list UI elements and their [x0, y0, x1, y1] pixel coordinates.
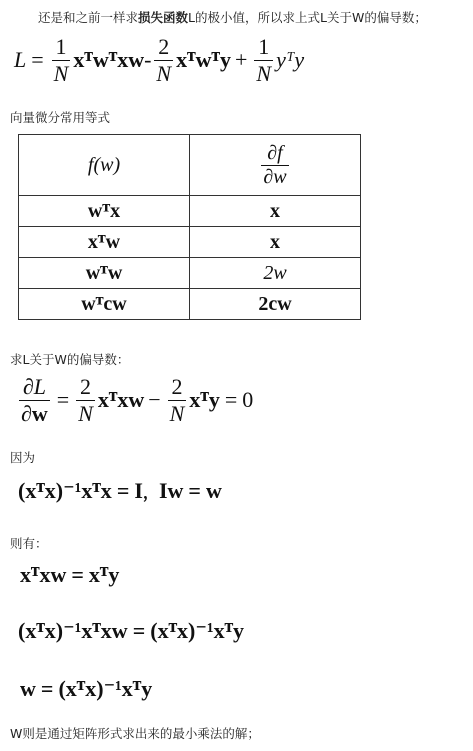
term-xtwty: xᵀwᵀy	[176, 47, 231, 72]
table-row	[19, 196, 361, 227]
header-function: f(w)	[19, 135, 190, 196]
intro-bold-term: 损失函数	[138, 10, 189, 25]
table-title: 向量微分常用等式	[10, 110, 111, 125]
identity-equation	[18, 474, 222, 508]
equals-sign: =	[132, 618, 146, 643]
equals-sign: =	[56, 387, 70, 412]
fraction-2-over-n: $\frac{2}{N}$	[78, 374, 93, 426]
equals-sign: =	[224, 387, 238, 412]
plus-sign: +	[234, 47, 248, 72]
table-row	[19, 258, 361, 289]
then-title: 则有：	[10, 536, 48, 551]
table-cell-derivative: x	[190, 196, 361, 227]
term-xtxw: xᵀxw	[97, 387, 145, 412]
equals-sign: =	[40, 676, 54, 701]
normal-rhs: xᵀy	[88, 562, 120, 587]
rhs-zero: 0	[242, 387, 254, 412]
conclusion-text: W则是通过矩阵形式求出来的最小乘法的解；	[10, 726, 260, 741]
solution-rhs: (xᵀx)⁻¹xᵀy	[58, 676, 153, 701]
fraction-2-over-n-b: $\frac{2}{N}$	[169, 374, 185, 426]
partial-l-over-partial-w: $\frac{\partial L}{\partial w}$	[21, 374, 48, 426]
table-cell-function: wᵀx	[19, 196, 190, 227]
header-derivative: $\frac{\partial f}{\partial w}$	[190, 135, 361, 196]
minus-sign: −	[148, 387, 161, 412]
term-yty: yᵀy	[276, 47, 305, 72]
fraction-1-over-n-b: $\frac{1}{N}$	[256, 34, 272, 86]
fraction-2-over-n: $\frac{2}{N}$	[156, 34, 172, 86]
intro-post: L的极小值，所以求上式L关于W的偏导数；	[188, 10, 427, 25]
table-row	[19, 227, 361, 258]
table-cell-function: xᵀw	[19, 227, 190, 258]
term-xtwtxw: xᵀwᵀxw	[73, 47, 145, 72]
intro-pre: 还是和之前一样求	[38, 10, 139, 25]
multiplied-equation	[18, 614, 244, 648]
term-xty: xᵀy	[189, 387, 220, 412]
equals-sign: =	[188, 478, 201, 503]
table-cell-derivative: x	[190, 227, 361, 258]
loss-equation	[14, 32, 304, 88]
table-cell-function: wᵀcw	[19, 289, 190, 320]
because-title: 因为	[10, 450, 36, 465]
solution-lhs: w	[20, 676, 36, 701]
partial-title: 求L关于W的偏导数：	[10, 352, 130, 367]
gradient-equation	[16, 372, 253, 428]
table-cell-derivative: 2w	[190, 258, 361, 289]
table-header-row	[19, 135, 361, 196]
solution-equation	[20, 672, 152, 706]
loss-lhs: L	[14, 47, 27, 72]
normal-equation	[20, 558, 119, 592]
w-result: w	[205, 478, 222, 503]
identity-i: I	[134, 478, 143, 503]
table-cell-function: wᵀw	[19, 258, 190, 289]
table-cell-derivative: 2cw	[190, 289, 361, 320]
normal-lhs: xᵀxw	[20, 562, 67, 587]
table-row	[19, 289, 361, 320]
multiplied-lhs: (xᵀx)⁻¹xᵀxw	[18, 618, 128, 643]
identity-times-w: Iw	[158, 478, 184, 503]
inverse-product: (xᵀx)⁻¹xᵀx	[18, 478, 112, 503]
intro-text	[38, 10, 427, 26]
equals-sign: =	[116, 478, 130, 503]
equals-sign: =	[31, 47, 44, 72]
fraction-1-over-n: $\frac{1}{N}$	[53, 34, 69, 86]
vector-derivative-table	[18, 134, 361, 320]
equals-sign: =	[71, 562, 84, 587]
separator-comma: ，	[142, 482, 159, 502]
multiplied-rhs: (xᵀx)⁻¹xᵀy	[150, 618, 245, 643]
minus-sign: -	[144, 47, 152, 72]
